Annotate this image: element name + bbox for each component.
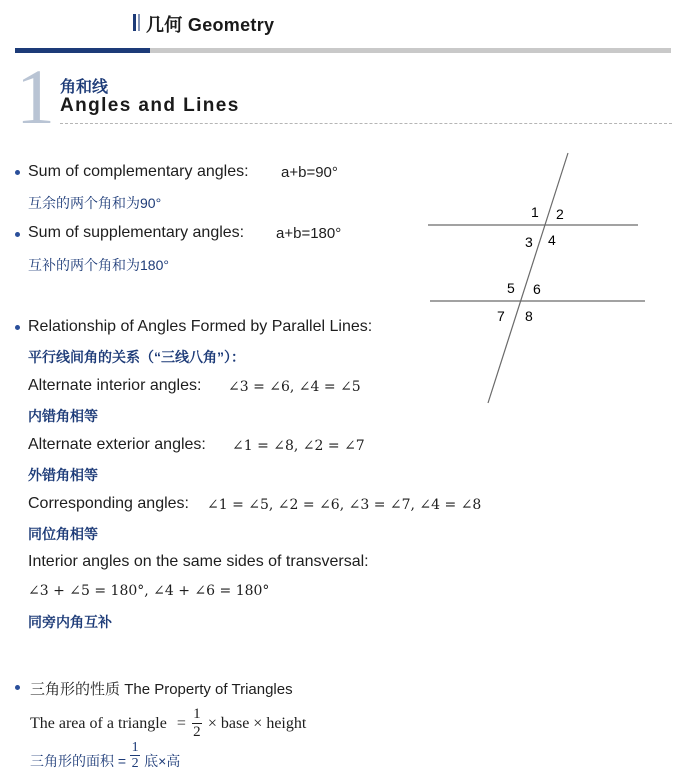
complementary-cn: 互余的两个角和为90° [28, 195, 162, 211]
angle-label-1: 1 [531, 204, 539, 220]
angle-label-3: 3 [525, 234, 533, 250]
complementary-label: Sum of complementary angles: [28, 163, 249, 180]
page-header-title: 几何 Geometry [146, 15, 275, 35]
angle-label-8: 8 [525, 308, 533, 324]
interior-same-side-formula: ∠3 + ∠5 = 180°, ∠4 + ∠6 = 180° [28, 583, 270, 599]
transversal-line [488, 153, 568, 403]
parallel-cn: 平行线间角的关系（“三线八角”）： [28, 349, 245, 365]
interior-same-side-cn: 同旁内角互补 [28, 614, 112, 630]
bullet-icon [15, 232, 20, 237]
area-label: The area of a triangle [30, 714, 167, 732]
alt-exterior-cn: 外错角相等 [28, 467, 98, 483]
parallel-label: Relationship of Angles Formed by Parallel Lines: [28, 318, 373, 335]
fraction-numerator-cn: 1 [131, 740, 139, 755]
triangle-area-formula [30, 706, 306, 741]
complementary-formula: a+b=90° [281, 164, 338, 181]
triangles-heading-en: The Property of Triangles [124, 681, 293, 698]
corresponding-label: Corresponding angles: [28, 495, 189, 512]
fraction-numerator: 1 [193, 706, 201, 722]
parallel-lines-diagram [420, 148, 655, 410]
area-rest: × base × height [207, 714, 307, 732]
angle-label-5: 5 [507, 280, 515, 296]
fraction-one-half-cn [130, 740, 140, 769]
section-divider [60, 123, 672, 124]
bullet-icon [15, 170, 20, 175]
triangle-area-cn [30, 740, 180, 769]
angle-label-6: 6 [533, 281, 541, 297]
alt-interior-cn: 内错角相等 [28, 408, 98, 424]
section-number: 1 [16, 53, 55, 140]
header-accent-bar [133, 14, 136, 31]
triangles-heading [30, 678, 293, 699]
angle-label-2: 2 [556, 206, 564, 222]
angle-label-7: 7 [497, 308, 505, 324]
fraction-denominator: 2 [193, 724, 201, 740]
bullet-icon [15, 325, 20, 330]
fraction-denominator-cn: 2 [131, 756, 139, 769]
angle-label-4: 4 [548, 232, 556, 248]
area-cn-label: 三角形的面积 = [30, 753, 127, 769]
equals-sign: = [176, 714, 186, 732]
supplementary-label: Sum of supplementary angles: [28, 224, 245, 241]
alt-exterior-formula: ∠1 = ∠8, ∠2 = ∠7 [232, 438, 365, 454]
bullet-icon [15, 685, 20, 690]
supplementary-formula: a+b=180° [276, 225, 342, 242]
area-cn-rest: 底×高 [144, 753, 181, 769]
section-title-cn: 角和线 [60, 79, 109, 96]
triangles-heading-cn: 三角形的性质 [30, 681, 121, 698]
corresponding-cn: 同位角相等 [28, 526, 98, 542]
alt-interior-label: Alternate interior angles: [28, 377, 202, 394]
alt-exterior-label: Alternate exterior angles: [28, 436, 206, 453]
supplementary-cn: 互补的两个角和为180° [28, 257, 169, 273]
fraction-one-half [192, 706, 202, 741]
interior-same-side-label: Interior angles on the same sides of transversal: [28, 553, 369, 570]
alt-interior-formula: ∠3 = ∠6, ∠4 = ∠5 [228, 379, 361, 395]
corresponding-formula: ∠1 = ∠5, ∠2 = ∠6, ∠3 = ∠7, ∠4 = ∠8 [207, 497, 482, 513]
section-title-en: Angles and Lines [60, 95, 240, 116]
header-accent-bar-thin [138, 14, 140, 31]
